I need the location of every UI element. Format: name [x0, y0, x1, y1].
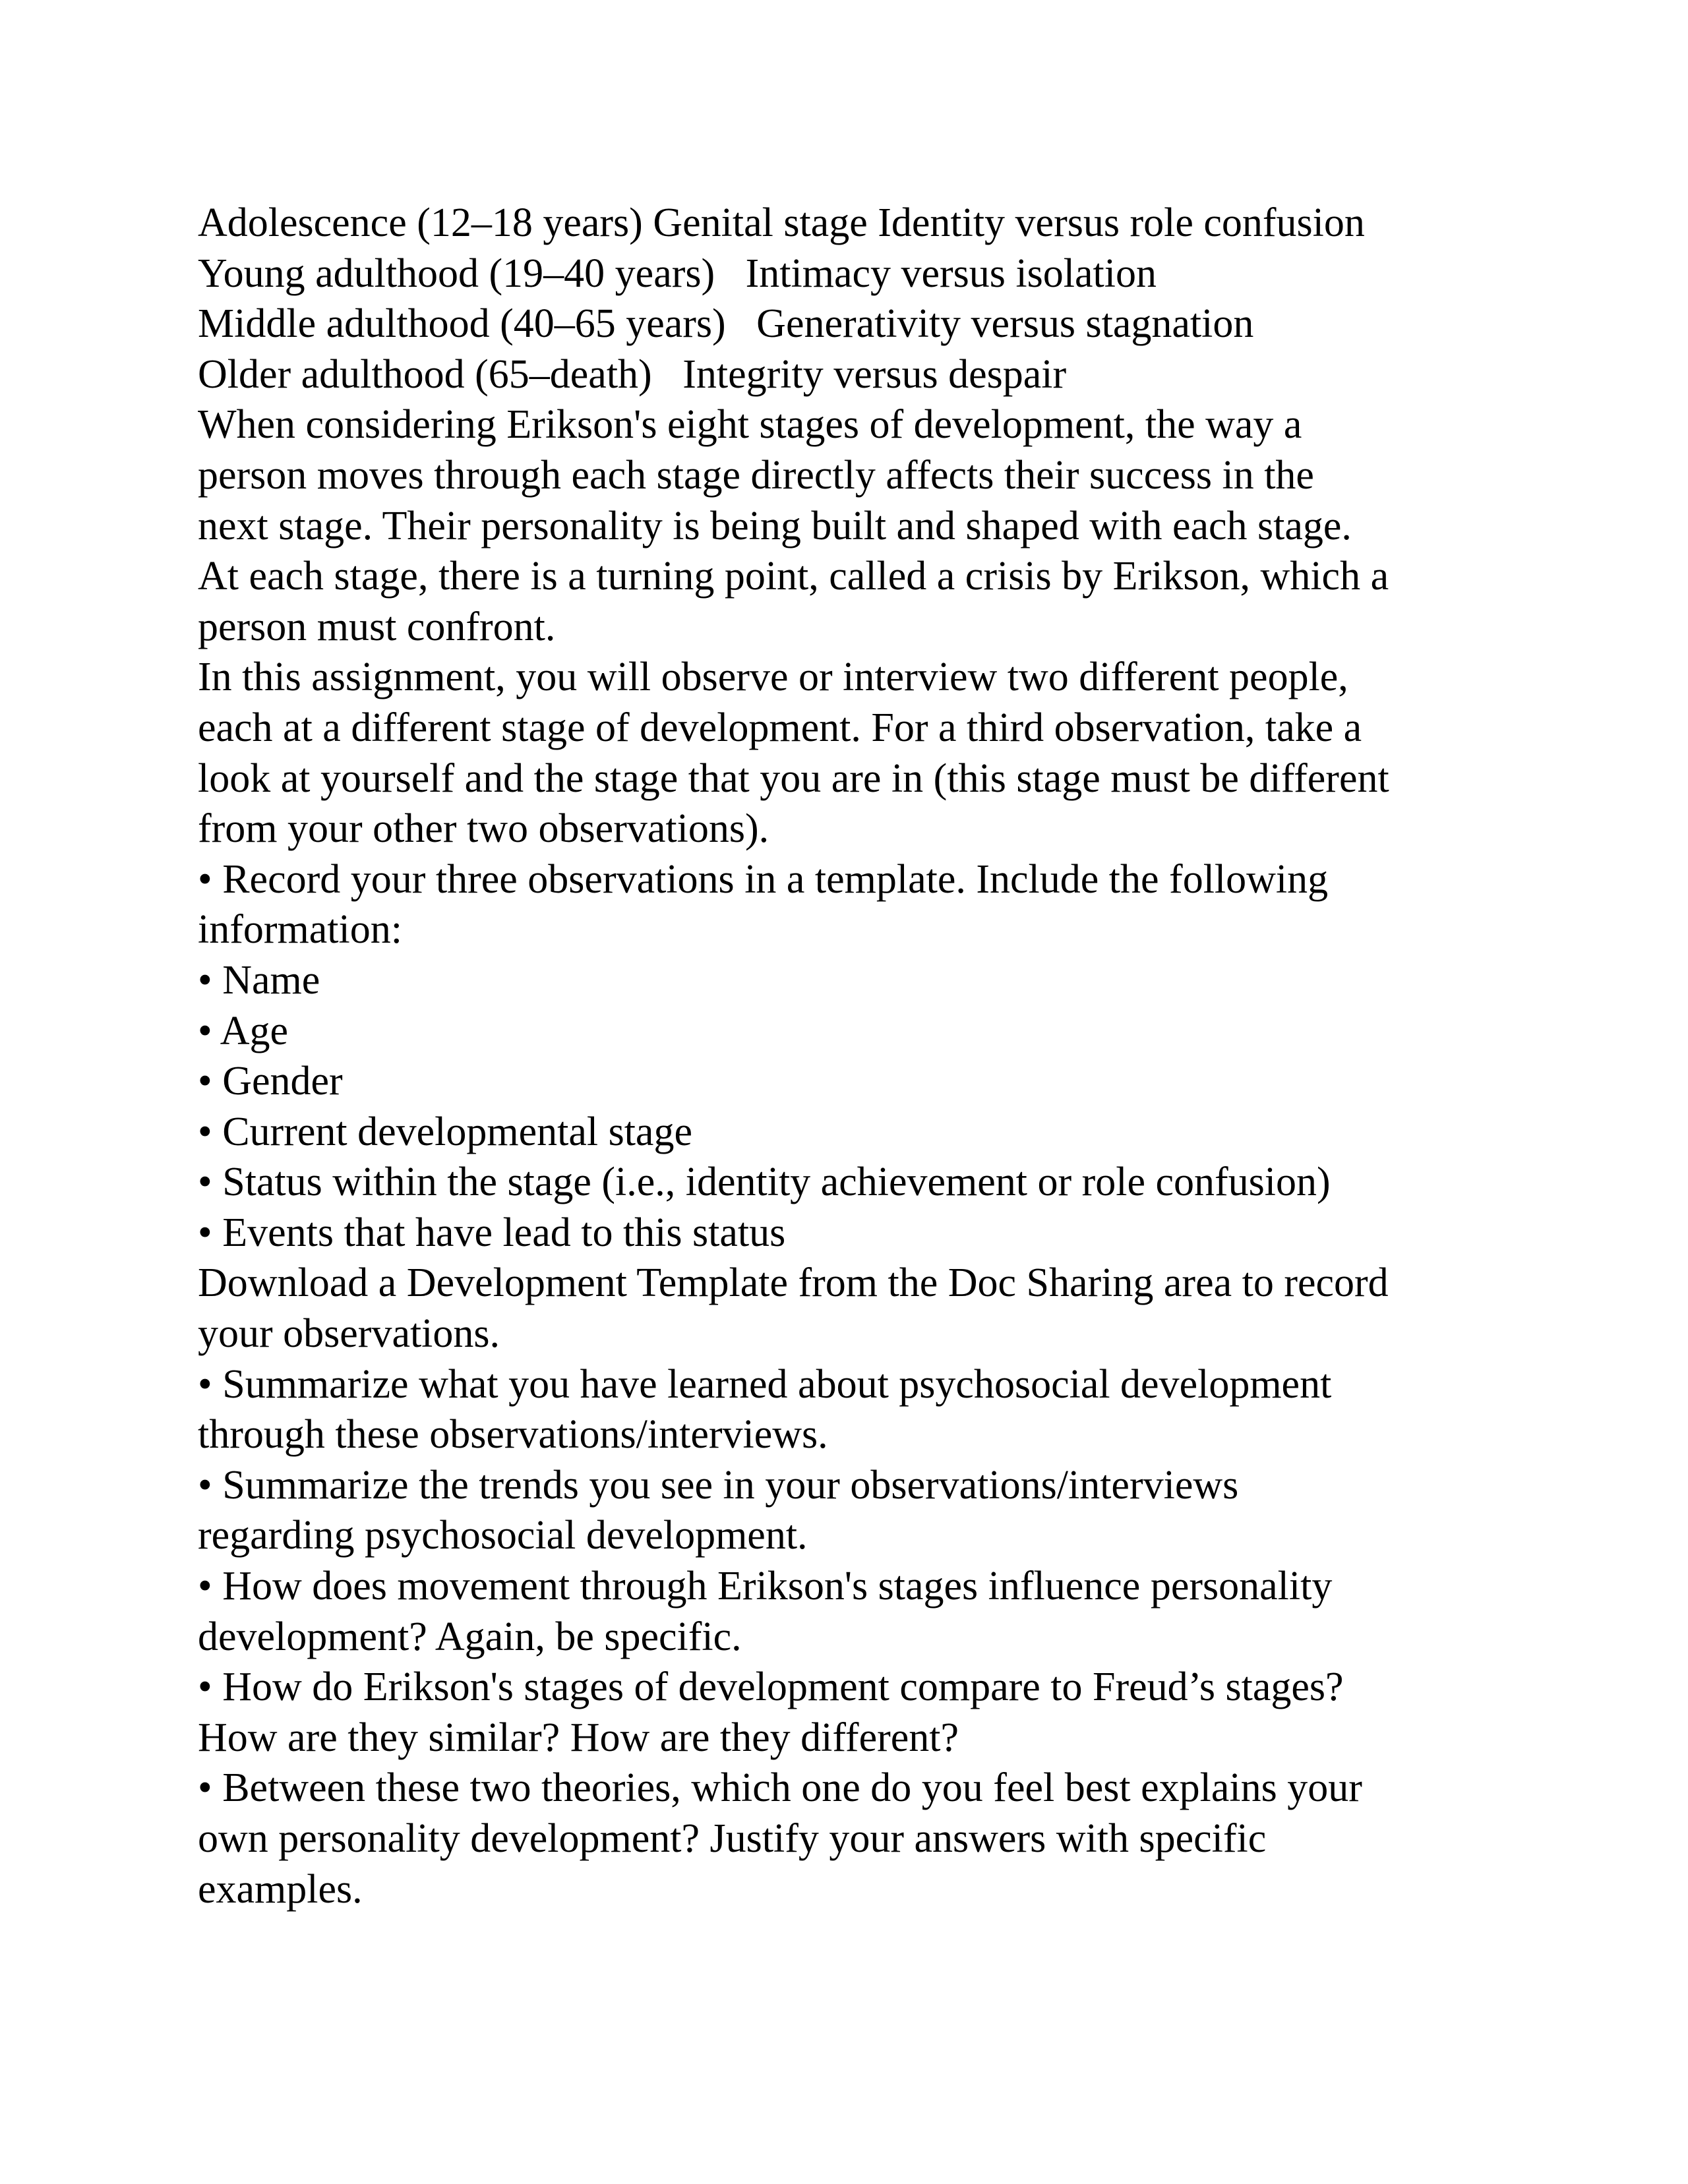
bullet-item: • How do Erikson's stages of development compare to Freud’s stages? — [198, 1665, 1344, 1710]
bullet-item-stage: • Current developmental stage — [198, 1109, 692, 1154]
text-line: each at a different stage of development. For a third observation, take a — [198, 705, 1362, 750]
document-body — [198, 198, 1517, 1914]
text-line: person must confront. — [198, 604, 556, 649]
bullet-item: • Record your three observations in a template. Include the following — [198, 856, 1329, 902]
stage-freud: Genital stage — [653, 200, 868, 245]
stage-erikson: Identity versus role confusion — [878, 200, 1365, 245]
text-line: Download a Development Template from the Doc Sharing area to record — [198, 1260, 1389, 1306]
bullet-item: • How does movement through Erikson's stages influence personality — [198, 1564, 1333, 1609]
text-line: own personality development? Justify your answers with specific — [198, 1816, 1267, 1861]
template-fields-list — [198, 955, 1517, 1258]
bullet-item-age: • Age — [198, 1008, 289, 1053]
stage-row-adolescence — [198, 198, 1517, 249]
stage-row-older-adulthood — [198, 349, 1517, 400]
text-line: examples. — [198, 1866, 363, 1912]
text-line: next stage. Their personality is being built and shaped with each stage. — [198, 503, 1352, 548]
stage-erikson: Integrity versus despair — [682, 351, 1067, 397]
text-line: When considering Erikson's eight stages of development, the way a — [198, 402, 1302, 448]
question-item — [198, 1460, 1517, 1561]
bullet-item-events: • Events that have lead to this status — [198, 1210, 786, 1255]
text-line: your observations. — [198, 1311, 500, 1357]
text-line: regarding psychosocial development. — [198, 1513, 808, 1558]
download-instruction — [198, 1258, 1517, 1359]
stage-erikson: Generativity versus stagnation — [756, 301, 1254, 347]
stage-period: Young adulthood (19–40 years) — [198, 251, 715, 296]
assignment-paragraph — [198, 652, 1517, 854]
text-line: How are they similar? How are they different? — [198, 1715, 959, 1760]
text-line: information: — [198, 907, 402, 953]
text-line: through these observations/interviews. — [198, 1412, 828, 1458]
text-line: from your other two observations). — [198, 806, 769, 852]
bullet-item: • Summarize what you have learned about psychosocial development — [198, 1361, 1332, 1407]
intro-paragraph — [198, 399, 1517, 652]
bullet-item: • Between these two theories, which one do you feel best explains your — [198, 1765, 1362, 1811]
question-item — [198, 1662, 1517, 1763]
text-line: At each stage, there is a turning point, called a crisis by Erikson, which a — [198, 554, 1389, 599]
stage-row-middle-adulthood — [198, 299, 1517, 349]
stage-erikson: Intimacy versus isolation — [745, 251, 1157, 296]
stage-row-young-adulthood — [198, 249, 1517, 299]
question-item — [198, 1763, 1517, 1914]
bullet-item-gender: • Gender — [198, 1059, 343, 1104]
text-line: In this assignment, you will observe or interview two different people, — [198, 655, 1348, 700]
bullet-item-status: • Status within the stage (i.e., identity achievement or role confusion) — [198, 1160, 1331, 1205]
questions-list — [198, 1359, 1517, 1915]
question-item — [198, 1359, 1517, 1460]
bullet-item-name: • Name — [198, 957, 320, 1003]
text-line: development? Again, be specific. — [198, 1614, 742, 1659]
bullet-item: • Summarize the trends you see in your observations/interviews — [198, 1462, 1239, 1508]
stage-period: Older adulthood (65–death) — [198, 351, 652, 397]
question-item — [198, 1561, 1517, 1662]
stage-period: Adolescence (12–18 years) — [198, 200, 643, 245]
text-line: look at yourself and the stage that you are in (this stage must be different — [198, 755, 1389, 801]
stage-period: Middle adulthood (40–65 years) — [198, 301, 726, 347]
text-line: person moves through each stage directly affects their success in the — [198, 452, 1314, 498]
record-instruction — [198, 854, 1517, 955]
stages-table — [198, 198, 1517, 399]
